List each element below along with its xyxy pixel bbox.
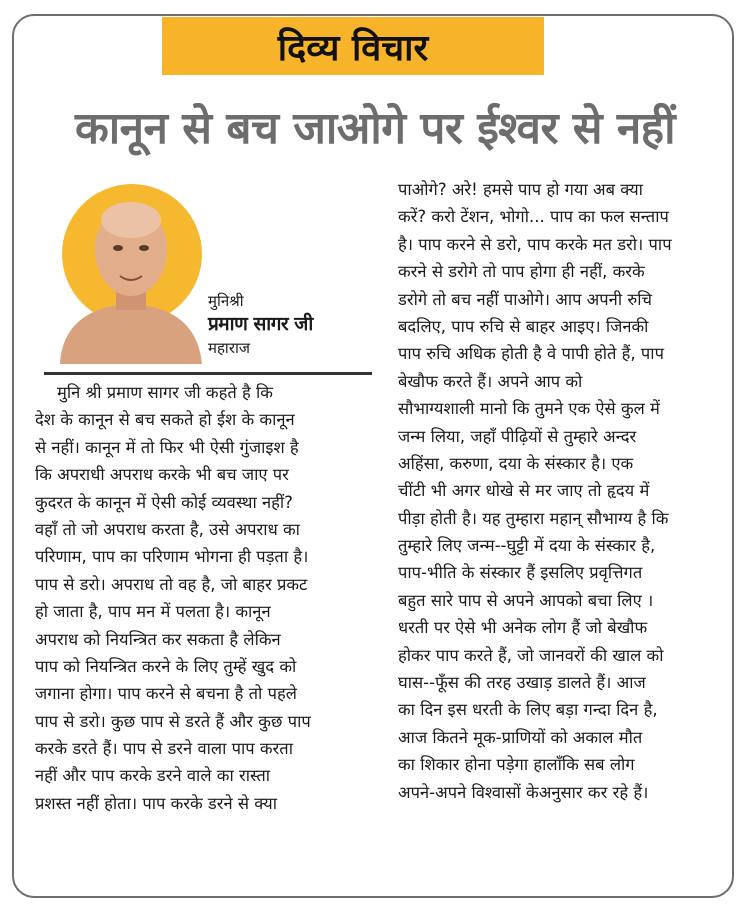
portrait-eye-right bbox=[139, 245, 149, 251]
text-line: करने से डरोगे तो पाप होगा ही नहीं, करके bbox=[398, 262, 645, 282]
text-line: से नहीं। कानून में तो फिर भी ऐसी गुंजाइश है bbox=[35, 437, 299, 457]
article-column-left bbox=[35, 379, 375, 817]
text-line: नहीं और पाप करके डरने वाले का रास्ता bbox=[35, 766, 271, 786]
portrait-forehead bbox=[101, 202, 161, 238]
text-line: जन्म लिया, जहाँ पीढ़ियों से तुम्हारे अन्दर bbox=[398, 426, 637, 446]
text-line: डरोगे तो बच नहीं पाओगे। आप अपनी रुचि bbox=[398, 289, 652, 309]
author-portrait bbox=[50, 184, 210, 364]
portrait-shoulders bbox=[60, 304, 202, 364]
text-line: जगाना होगा। पाप करने से बचना है तो पहले bbox=[35, 684, 297, 704]
text-line: अपने-अपने विश्वासों केअनुसार कर रहे हैं। bbox=[398, 782, 649, 802]
text-line: पाप को नियन्त्रित करने के लिए तुम्हें खुद को bbox=[35, 656, 297, 676]
banner-title: दिव्य विचार bbox=[277, 27, 429, 69]
author-divider bbox=[44, 372, 372, 375]
text-line: करके डरते हैं। पाप से डरने वाला पाप करता bbox=[35, 739, 293, 759]
text-line: आज कितने मूक-प्राणियों को अकाल मौत bbox=[398, 727, 643, 747]
author-prefix: मुनिश्री bbox=[208, 292, 244, 310]
column-banner bbox=[162, 17, 544, 75]
text-line: कुदरत के कानून में ऐसी कोई व्यवस्था नहीं? bbox=[35, 492, 293, 512]
text-line: अपराध को नियन्त्रित कर सकता है लेकिन bbox=[35, 629, 281, 649]
text-line: है। पाप करने से डरो, पाप करके मत डरो। पाप bbox=[398, 234, 672, 254]
text-line: का शिकार होना पड़ेगा हालाँकि सब लोग bbox=[398, 755, 635, 775]
text-line: होकर पाप करते हैं, जो जानवरों की खाल को bbox=[398, 645, 664, 665]
text-line: पीड़ा होती है। यह तुम्हारा महान् सौभाग्य है कि bbox=[398, 508, 669, 528]
text-line: पाप से डरो। अपराध तो वह है, जो बाहर प्रकट bbox=[35, 574, 308, 594]
text-line: बदलिए, पाप रुचि से बाहर आइए। जिनकी bbox=[398, 316, 649, 336]
text-line: सौभाग्यशाली मानो कि तुमने एक ऐसे कुल में bbox=[398, 399, 660, 419]
text-line: देश के कानून से बच सकते हो ईश के कानून bbox=[35, 410, 295, 430]
text-line: वहाँ तो जो अपराध करता है, उसे अपराध का bbox=[35, 519, 300, 539]
text-line: बेखौफ करते हैं। अपने आप को bbox=[398, 371, 583, 391]
text-line: करें? करो टेंशन, भोगो... पाप का फल सन्ताप bbox=[398, 207, 669, 227]
text-line: परिणाम, पाप का परिणाम भोगना ही पड़ता है। bbox=[35, 547, 309, 567]
text-line: पाप रुचि अधिक होती है वे पापी होते हैं, पाप bbox=[398, 344, 664, 364]
text-line: प्रशस्त नहीं होता। पाप करके डरने से क्या bbox=[35, 793, 277, 813]
article-headline: कानून से बच जाओगे पर ईश्वर से नहीं bbox=[74, 103, 676, 154]
text-line: तुम्हारे लिए जन्म--घुट्टी में दया के संस्कार है, bbox=[398, 536, 656, 556]
text-line: पाओगे? अरे! हमसे पाप हो गया अब क्या bbox=[398, 180, 643, 199]
text-line: चींटी भी अगर धोखे से मर जाए तो हृदय में bbox=[398, 481, 650, 501]
author-block bbox=[208, 292, 348, 359]
text-line: अहिंसा, करुणा, दया के संस्कार है। एक bbox=[398, 453, 634, 473]
author-suffix: महाराज bbox=[208, 339, 250, 357]
author-name: प्रमाण सागर जी bbox=[208, 313, 313, 335]
text-line: धरती पर ऐसे भी अनेक लोग हैं जो बेखौफ bbox=[398, 618, 648, 638]
text-line: घास--फूँस की तरह उखाड़ डालते हैं। आज bbox=[398, 673, 646, 693]
text-line: बहुत सारे पाप से अपने आपको बचा लिए । bbox=[398, 590, 654, 610]
text-line: मुनि श्री प्रमाण सागर जी कहते है कि bbox=[57, 383, 273, 402]
text-line: कि अपराधी अपराध करके भी बच जाए पर bbox=[35, 465, 289, 485]
portrait-eye-left bbox=[113, 245, 123, 251]
article-column-right bbox=[398, 176, 720, 806]
text-line: हो जाता है, पाप मन में पलता है। कानून bbox=[35, 602, 271, 622]
text-line: का दिन इस धरती के लिए बड़ा गन्दा दिन है, bbox=[398, 700, 658, 720]
text-line: पाप-भीति के संस्कार हैं इसलिए प्रवृत्तिगत bbox=[398, 563, 643, 583]
text-line: पाप से डरो। कुछ पाप से डरते हैं और कुछ पाप bbox=[35, 711, 311, 731]
